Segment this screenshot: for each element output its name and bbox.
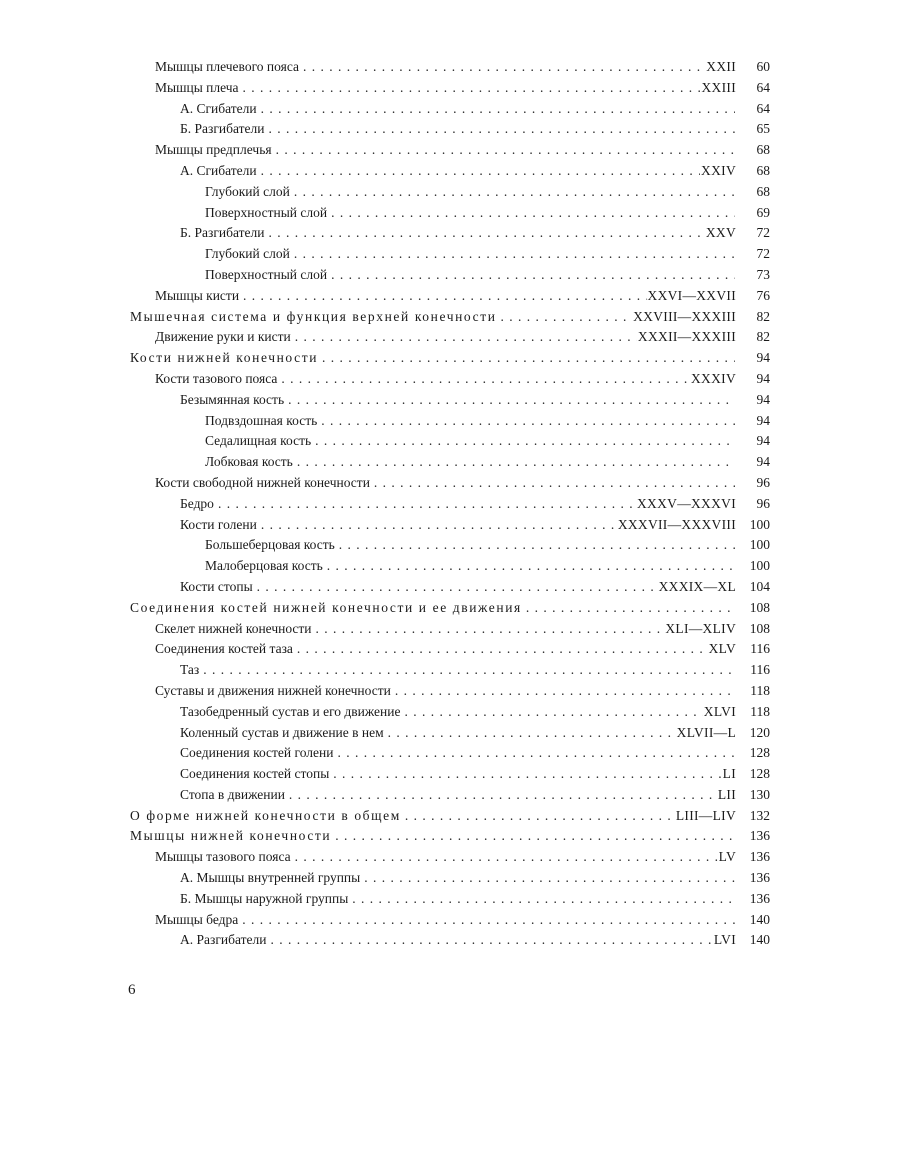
dot-leader (270, 930, 712, 951)
toc-entry[interactable] (130, 889, 770, 910)
toc-entry-page: 73 (756, 266, 770, 282)
dot-leader (243, 78, 701, 99)
toc-entry[interactable] (130, 723, 770, 744)
toc-entry-title: Стопа в движении (180, 786, 285, 802)
toc-entry-title: Коленный сустав и движение в нем (180, 724, 384, 740)
dot-leader (268, 223, 704, 244)
toc-entry-title: Мышцы кисти (155, 287, 240, 303)
toc-entry-title: Лобковая кость (205, 454, 293, 470)
toc-entry-plate: XXXIV (691, 370, 736, 386)
dot-leader (364, 868, 735, 889)
toc-entry-plate: XLV (708, 641, 736, 657)
dot-leader (316, 619, 665, 640)
dot-leader (261, 99, 735, 120)
toc-entry-plate: LIII—LIV (675, 807, 736, 823)
dot-leader (297, 639, 708, 660)
toc-entry-page: 136 (749, 890, 770, 906)
table-of-contents (130, 57, 770, 951)
toc-entry-page: 104 (749, 578, 770, 594)
toc-entry-page: 108 (749, 599, 770, 615)
page-number: 6 (128, 982, 136, 998)
toc-entry[interactable] (130, 660, 770, 681)
dot-leader (405, 806, 675, 827)
toc-entry-page: 100 (749, 537, 770, 553)
toc-entry[interactable] (130, 244, 770, 265)
dot-leader (333, 764, 721, 785)
toc-entry[interactable] (130, 535, 770, 556)
toc-entry-title: Тазобедренный сустав и его движение (180, 703, 401, 719)
toc-section-heading[interactable] (130, 307, 770, 328)
toc-entry-title: Поверхностный слой (205, 204, 328, 220)
toc-entry[interactable] (130, 286, 770, 307)
toc-entry[interactable] (130, 556, 770, 577)
toc-entry-plate: XXII (706, 59, 736, 74)
toc-entry-title: Глубокий слой (205, 183, 290, 199)
toc-entry-plate: LII (717, 786, 736, 802)
toc-entry-title: Скелет нижней конечности (155, 620, 312, 636)
toc-entry-title: О форме нижней конечности в общем (130, 807, 401, 823)
toc-entry-title: Поверхностный слой (205, 266, 328, 282)
toc-entry[interactable] (130, 431, 770, 452)
toc-entry-page: 136 (749, 849, 770, 865)
toc-entry[interactable] (130, 265, 770, 286)
toc-entry[interactable] (130, 494, 770, 515)
toc-entry-page: 94 (756, 433, 770, 449)
toc-entry-plate: XXVIII—XXXIII (633, 308, 736, 324)
toc-entry-title: Мышцы плеча (155, 79, 239, 95)
toc-entry-page: 82 (756, 329, 770, 345)
dot-leader (257, 577, 658, 598)
dot-leader (303, 57, 705, 78)
toc-entry-page: 69 (756, 204, 770, 220)
toc-entry-plate: XLVI (703, 703, 736, 719)
dot-leader (352, 889, 735, 910)
toc-entry-title: Суставы и движения нижней конечности (155, 682, 391, 698)
toc-entry-title: Глубокий слой (205, 246, 290, 262)
toc-entry-page: 100 (749, 558, 770, 574)
toc-entry[interactable] (130, 411, 770, 432)
toc-entry-page: 116 (750, 662, 770, 678)
toc-entry-page: 72 (756, 225, 770, 241)
toc-entry-page: 94 (756, 370, 770, 386)
toc-entry-plate: XXV (705, 225, 736, 241)
toc-entry[interactable] (130, 702, 770, 723)
toc-entry-title: Соединения костей нижней конечности и ее движения (130, 599, 522, 615)
toc-entry-page: 136 (749, 870, 770, 886)
toc-section-heading[interactable] (130, 826, 770, 847)
toc-entry-page: 94 (756, 454, 770, 470)
dot-leader (261, 161, 700, 182)
toc-section-heading[interactable] (130, 806, 770, 827)
toc-entry[interactable] (130, 681, 770, 702)
toc-entry-title: Мышечная система и функция верхней конечности (130, 308, 497, 324)
toc-entry-title: Мышцы тазового пояса (155, 849, 291, 865)
toc-entry[interactable] (130, 182, 770, 203)
dot-leader (268, 119, 735, 140)
dot-leader (288, 390, 735, 411)
toc-entry[interactable] (130, 203, 770, 224)
toc-entry[interactable] (130, 764, 770, 785)
toc-entry[interactable] (130, 785, 770, 806)
toc-entry-page: 68 (756, 183, 770, 199)
toc-entry[interactable] (130, 99, 770, 120)
dot-leader (297, 452, 735, 473)
dot-leader (276, 140, 735, 161)
toc-entry-title: Движение руки и кисти (155, 329, 291, 345)
toc-entry-plate: XXXV—XXXVI (637, 495, 736, 511)
dot-leader (327, 556, 735, 577)
dot-leader (295, 847, 718, 868)
toc-entry-page: 94 (756, 412, 770, 428)
toc-section-heading[interactable] (130, 348, 770, 369)
dot-leader (203, 660, 735, 681)
toc-entry-plate: XLI—XLIV (665, 620, 736, 636)
toc-entry-title: Безымянная кость (180, 391, 285, 407)
toc-entry-title: А. Сгибатели (180, 162, 257, 178)
toc-entry-page: 68 (756, 142, 770, 158)
toc-entry[interactable] (130, 390, 770, 411)
toc-entry-title: Большеберцовая кость (205, 537, 335, 553)
toc-entry-page: 118 (750, 682, 770, 698)
toc-entry-page: 132 (749, 807, 770, 823)
dot-leader (331, 203, 735, 224)
toc-entry-title: Соединения костей таза (155, 641, 293, 657)
toc-entry-title: Бедро (180, 495, 214, 511)
toc-entry-page: 65 (756, 121, 770, 137)
toc-entry-title: Соединения костей стопы (180, 766, 330, 782)
dot-leader (331, 265, 735, 286)
dot-leader (501, 307, 633, 328)
toc-entry-page: 60 (756, 59, 770, 74)
toc-entry-title: Седалищная кость (205, 433, 312, 449)
toc-entry[interactable] (130, 577, 770, 598)
toc-entry-page: 136 (749, 828, 770, 844)
dot-leader (526, 598, 735, 619)
toc-entry[interactable] (130, 868, 770, 889)
toc-entry-page: 94 (756, 391, 770, 407)
toc-entry-title: Соединения костей голени (180, 745, 334, 761)
toc-entry[interactable] (130, 515, 770, 536)
dot-leader (243, 286, 646, 307)
toc-entry[interactable] (130, 57, 770, 78)
toc-entry-page: 72 (756, 246, 770, 262)
toc-entry-title: Мышцы предплечья (155, 142, 272, 158)
toc-entry-plate: XXIV (701, 162, 736, 178)
toc-entry-page: 76 (756, 287, 770, 303)
toc-entry-page: 96 (756, 495, 770, 511)
toc-entry-plate: XXVI—XXVII (647, 287, 736, 303)
dot-leader (374, 473, 735, 494)
toc-entry-title: Кости свободной нижней конечности (155, 474, 370, 490)
toc-entry[interactable] (130, 619, 770, 640)
toc-entry-title: Кости нижней конечности (130, 350, 319, 366)
toc-entry-page: 128 (749, 745, 770, 761)
toc-entry-plate: XLVII—L (676, 724, 736, 740)
toc-entry-title: Подвздошная кость (205, 412, 318, 428)
toc-entry-title: Кости стопы (180, 578, 253, 594)
toc-entry-page: 140 (749, 932, 770, 948)
toc-entry-title: Мышцы плечевого пояса (155, 59, 299, 74)
toc-entry-title: Кости тазового пояса (155, 370, 278, 386)
toc-entry-title: Б. Мышцы наружной группы (180, 890, 349, 906)
toc-entry[interactable] (130, 473, 770, 494)
toc-entry[interactable] (130, 78, 770, 99)
toc-entry-title: Кости голени (180, 516, 257, 532)
toc-entry-plate: XXXII—XXXIII (637, 329, 736, 345)
toc-entry-title: Мышцы бедра (155, 911, 239, 927)
toc-entry-title: Мышцы нижней конечности (130, 828, 332, 844)
toc-entry-page: 120 (749, 724, 770, 740)
toc-entry-plate: XXIII (701, 79, 736, 95)
toc-entry[interactable] (130, 327, 770, 348)
toc-entry-title: Б. Разгибатели (180, 121, 265, 137)
toc-entry-page: 82 (756, 308, 770, 324)
toc-entry-title: Таз (180, 662, 200, 678)
toc-entry[interactable] (130, 452, 770, 473)
toc-section-heading[interactable] (130, 598, 770, 619)
dot-leader (281, 369, 690, 390)
dot-leader (218, 494, 636, 515)
toc-entry-page: 94 (756, 350, 770, 366)
dot-leader (337, 743, 735, 764)
dot-leader (388, 723, 676, 744)
dot-leader (261, 515, 617, 536)
toc-entry[interactable] (130, 161, 770, 182)
toc-entry[interactable] (130, 930, 770, 951)
dot-leader (321, 411, 735, 432)
toc-entry-page: 118 (750, 703, 770, 719)
toc-entry-page: 140 (749, 911, 770, 927)
toc-entry-plate: XXXVII—XXXVIII (617, 516, 736, 532)
dot-leader (294, 182, 735, 203)
toc-entry-plate: LVI (713, 932, 736, 948)
toc-entry-page: 68 (756, 162, 770, 178)
toc-entry-plate: LV (718, 849, 736, 865)
toc-entry-page: 116 (750, 641, 770, 657)
toc-entry[interactable] (130, 223, 770, 244)
toc-entry-page: 128 (749, 766, 770, 782)
dot-leader (395, 681, 735, 702)
toc-entry[interactable] (130, 743, 770, 764)
toc-entry-page: 130 (749, 786, 770, 802)
dot-leader (294, 244, 735, 265)
dot-leader (335, 826, 735, 847)
toc-entry-title: Малоберцовая кость (205, 558, 323, 574)
dot-leader (404, 702, 702, 723)
toc-entry-page: 96 (756, 474, 770, 490)
dot-leader (289, 785, 717, 806)
toc-entry[interactable] (130, 119, 770, 140)
toc-entry-title: Б. Разгибатели (180, 225, 265, 241)
toc-entry-plate: LI (722, 766, 736, 782)
toc-entry-plate: XXXIX—XL (658, 578, 736, 594)
toc-entry-page: 100 (749, 516, 770, 532)
toc-entry[interactable] (130, 140, 770, 161)
dot-leader (339, 535, 735, 556)
dot-leader (315, 431, 735, 452)
toc-entry-title: А. Разгибатели (180, 932, 267, 948)
dot-leader (242, 910, 735, 931)
toc-entry[interactable] (130, 847, 770, 868)
toc-entry-title: А. Мышцы внутренней группы (180, 870, 361, 886)
toc-entry[interactable] (130, 369, 770, 390)
toc-entry[interactable] (130, 910, 770, 931)
toc-entry-title: А. Сгибатели (180, 100, 257, 116)
toc-entry-page: 108 (749, 620, 770, 636)
toc-entry[interactable] (130, 639, 770, 660)
dot-leader (322, 348, 735, 369)
toc-entry-page: 64 (756, 100, 770, 116)
dot-leader (295, 327, 637, 348)
toc-entry-page: 64 (756, 79, 770, 95)
